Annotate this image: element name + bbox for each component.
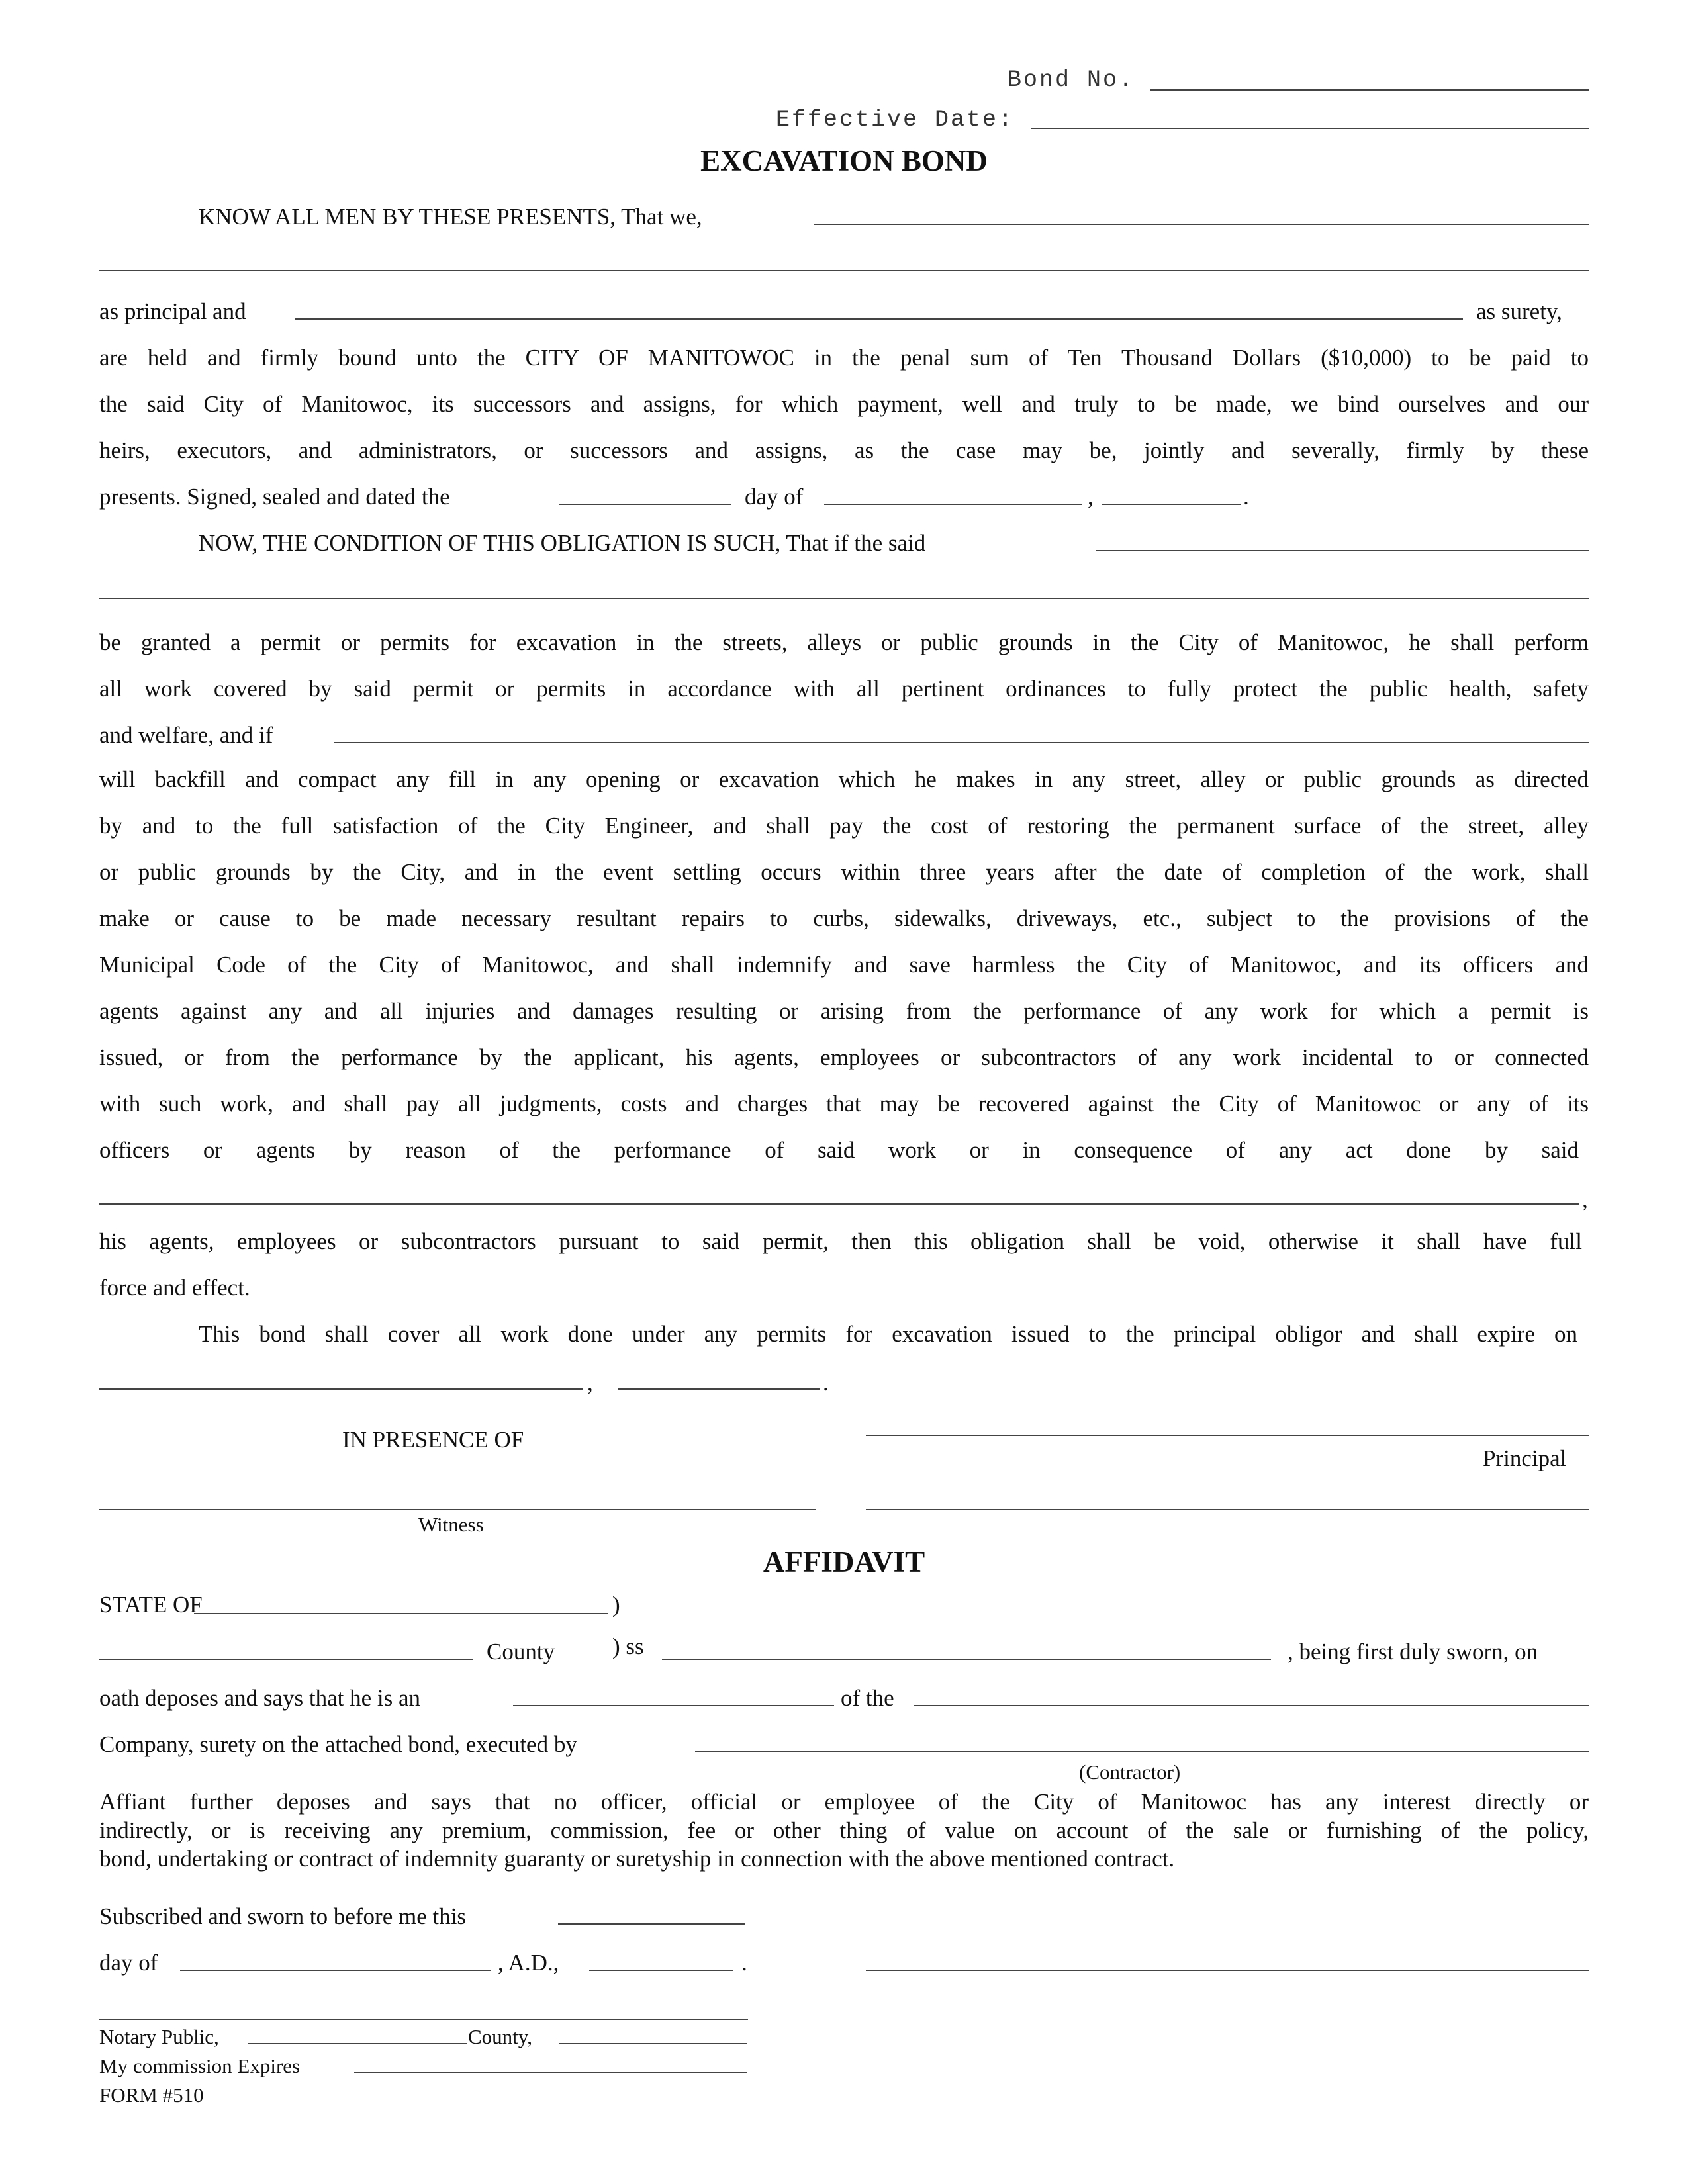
body-line: Municipal Code of the City of Manitowoc, and shall indemnify and save harmless the City of Manitowoc, and its officers and <box>99 952 1589 978</box>
period-text: . <box>741 1950 747 1976</box>
signed-month-field[interactable] <box>824 504 1082 505</box>
bond-no-field[interactable] <box>1150 89 1589 91</box>
page-title: EXCAVATION BOND <box>700 144 988 177</box>
company-text: Company, surety on the attached bond, executed by <box>99 1731 577 1757</box>
notary-public-label: Notary Public, <box>99 2025 219 2048</box>
of-the-text: of the <box>841 1685 894 1711</box>
affidavit-title: AFFIDAVIT <box>763 1545 925 1578</box>
body-line: by and to the full satisfaction of the City Engineer, and shall pay the cost of restoring the permanent surface of the street, alley <box>99 813 1589 839</box>
this-bond-text: This bond shall cover all work done under any permits for excavation issued to the principal obligor and shall expire on <box>199 1321 1577 1347</box>
body-line: be granted a permit or permits for excavation in the streets, alleys or public grounds in the City of Manitowoc, he shall perform <box>99 629 1589 655</box>
body-line: with such work, and shall pay all judgments, costs and charges that may be recovered against the City of Manitowoc or any of its <box>99 1091 1589 1116</box>
effective-date-field[interactable] <box>1031 128 1589 129</box>
body-line: agents against any and all injuries and damages resulting or arising from the performance of any work for which a permit is <box>99 998 1589 1024</box>
notary-name-field[interactable] <box>248 2043 467 2044</box>
force-text: force and effect. <box>99 1275 250 1300</box>
welfare-text: and welfare, and if <box>99 722 273 748</box>
affiant-title-field[interactable] <box>513 1705 834 1706</box>
sworn-day-field[interactable] <box>558 1923 745 1925</box>
day-of-text: day of <box>745 484 804 510</box>
body-line: or public grounds by the City, and in the event settling occurs within three years after the date of completion of the work, shall <box>99 859 1589 885</box>
first-sworn-text: , being first duly sworn, on <box>1288 1639 1538 1664</box>
commission-label: My commission Expires <box>99 2054 301 2077</box>
notary-county-field[interactable] <box>559 2043 747 2044</box>
in-presence-label: IN PRESENCE OF <box>342 1427 524 1453</box>
body-line: issued, or from the performance by the applicant, his agents, employees or subcontractors of any work incidental to or connected <box>99 1044 1589 1070</box>
body-line: heirs, executors, and administrators, or successors and assigns, as the case may be, jointly and severally, firmly by these <box>99 437 1589 463</box>
notary-signature-line[interactable] <box>99 2019 748 2020</box>
know-all-text: KNOW ALL MEN BY THESE PRESENTS, That we, <box>199 204 702 230</box>
county-field[interactable] <box>99 1659 473 1660</box>
witness-label: Witness <box>418 1513 484 1536</box>
condition-text: NOW, THE CONDITION OF THIS OBLIGATION IS SUCH, That if the said <box>199 530 926 556</box>
sworn-year-field[interactable] <box>589 1970 733 1971</box>
body-line: all work covered by said permit or permits in accordance with all pertinent ordinances to fully protect the public health, safety <box>99 676 1589 702</box>
paren-text: ) <box>612 1592 620 1617</box>
affiant-signature-line[interactable] <box>866 1970 1589 1971</box>
said-party-field-2[interactable] <box>99 598 1589 599</box>
surety-company-field[interactable] <box>914 1705 1589 1706</box>
body-line: will backfill and compact any fill in any opening or excavation which he makes in any street, alley or public grounds as directed <box>99 766 1589 792</box>
affidavit-line: indirectly, or is receiving any premium, commission, fee or other thing of value on account of the sale or furnishing of the policy, <box>99 1817 1589 1843</box>
if-party-field[interactable] <box>334 742 1589 743</box>
effective-date-label: Effective Date: <box>776 107 1015 133</box>
surety-signature-line[interactable] <box>866 1509 1589 1510</box>
as-surety-text: as surety, <box>1476 298 1562 324</box>
expire-date-field[interactable] <box>99 1388 583 1390</box>
witness-signature-line[interactable] <box>99 1509 816 1510</box>
comma-text: , <box>1088 484 1094 510</box>
subscribed-text: Subscribed and sworn to before me this <box>99 1903 467 1929</box>
principal-label: Principal <box>1483 1445 1567 1471</box>
period-text: . <box>823 1370 829 1396</box>
notary-county-label: County, <box>468 2025 533 2048</box>
surety-name-field[interactable] <box>295 318 1463 320</box>
signed-day-field[interactable] <box>559 504 731 505</box>
state-of-label: STATE OF <box>99 1592 203 1617</box>
bond-no-label: Bond No. <box>1008 67 1135 93</box>
contractor-field[interactable] <box>695 1751 1589 1752</box>
commission-expires-field[interactable] <box>354 2072 747 2073</box>
signed-year-field[interactable] <box>1102 504 1241 505</box>
state-field[interactable] <box>194 1613 608 1614</box>
principal-name-field-2[interactable] <box>99 270 1589 271</box>
form-number: FORM #510 <box>99 2083 204 2107</box>
county-label: County <box>487 1639 555 1664</box>
expire-year-field[interactable] <box>618 1388 820 1390</box>
contractor-label: (Contractor) <box>1079 1760 1181 1784</box>
sworn-month-field[interactable] <box>180 1970 491 1971</box>
ss-text: ) ss <box>612 1633 644 1659</box>
body-line: the said City of Manitowoc, its successors and assigns, for which payment, well and truly to be made, we bind ourselves and our <box>99 391 1589 417</box>
affidavit-line: bond, undertaking or contract of indemnity guaranty or suretyship in connection with the above mentioned contract. <box>99 1846 1175 1872</box>
oath-text: oath deposes and says that he is an <box>99 1685 421 1711</box>
as-principal-text: as principal and <box>99 298 246 324</box>
body-line: officers or agents by reason of the performance of said work or in consequence of any act done by said <box>99 1137 1579 1163</box>
comma-text: , <box>1582 1187 1588 1212</box>
principal-signature-line[interactable] <box>866 1435 1589 1436</box>
presents-text: presents. Signed, sealed and dated the <box>99 484 450 510</box>
body-line: make or cause to be made necessary resultant repairs to curbs, sidewalks, driveways, etc., subject to the provisions of the <box>99 905 1589 931</box>
affidavit-line: Affiant further deposes and says that no officer, official or employee of the City of Manitowoc has any interest directly or <box>99 1789 1589 1815</box>
day-of-text: day of <box>99 1950 158 1976</box>
said-party-field[interactable] <box>1096 550 1589 551</box>
said-principal-field[interactable] <box>99 1203 1579 1205</box>
comma-text: , <box>587 1370 593 1396</box>
period-text: . <box>1243 484 1249 510</box>
principal-name-field[interactable] <box>814 224 1589 225</box>
body-line: are held and firmly bound unto the CITY OF MANITOWOC in the penal sum of Ten Thousand Dollars ($10,000) to be paid to <box>99 345 1589 371</box>
body-line: his agents, employees or subcontractors pursuant to said permit, then this obligation shall be void, otherwise it shall have full <box>99 1228 1582 1254</box>
affiant-name-field[interactable] <box>662 1659 1271 1660</box>
ad-text: , A.D., <box>498 1950 559 1976</box>
